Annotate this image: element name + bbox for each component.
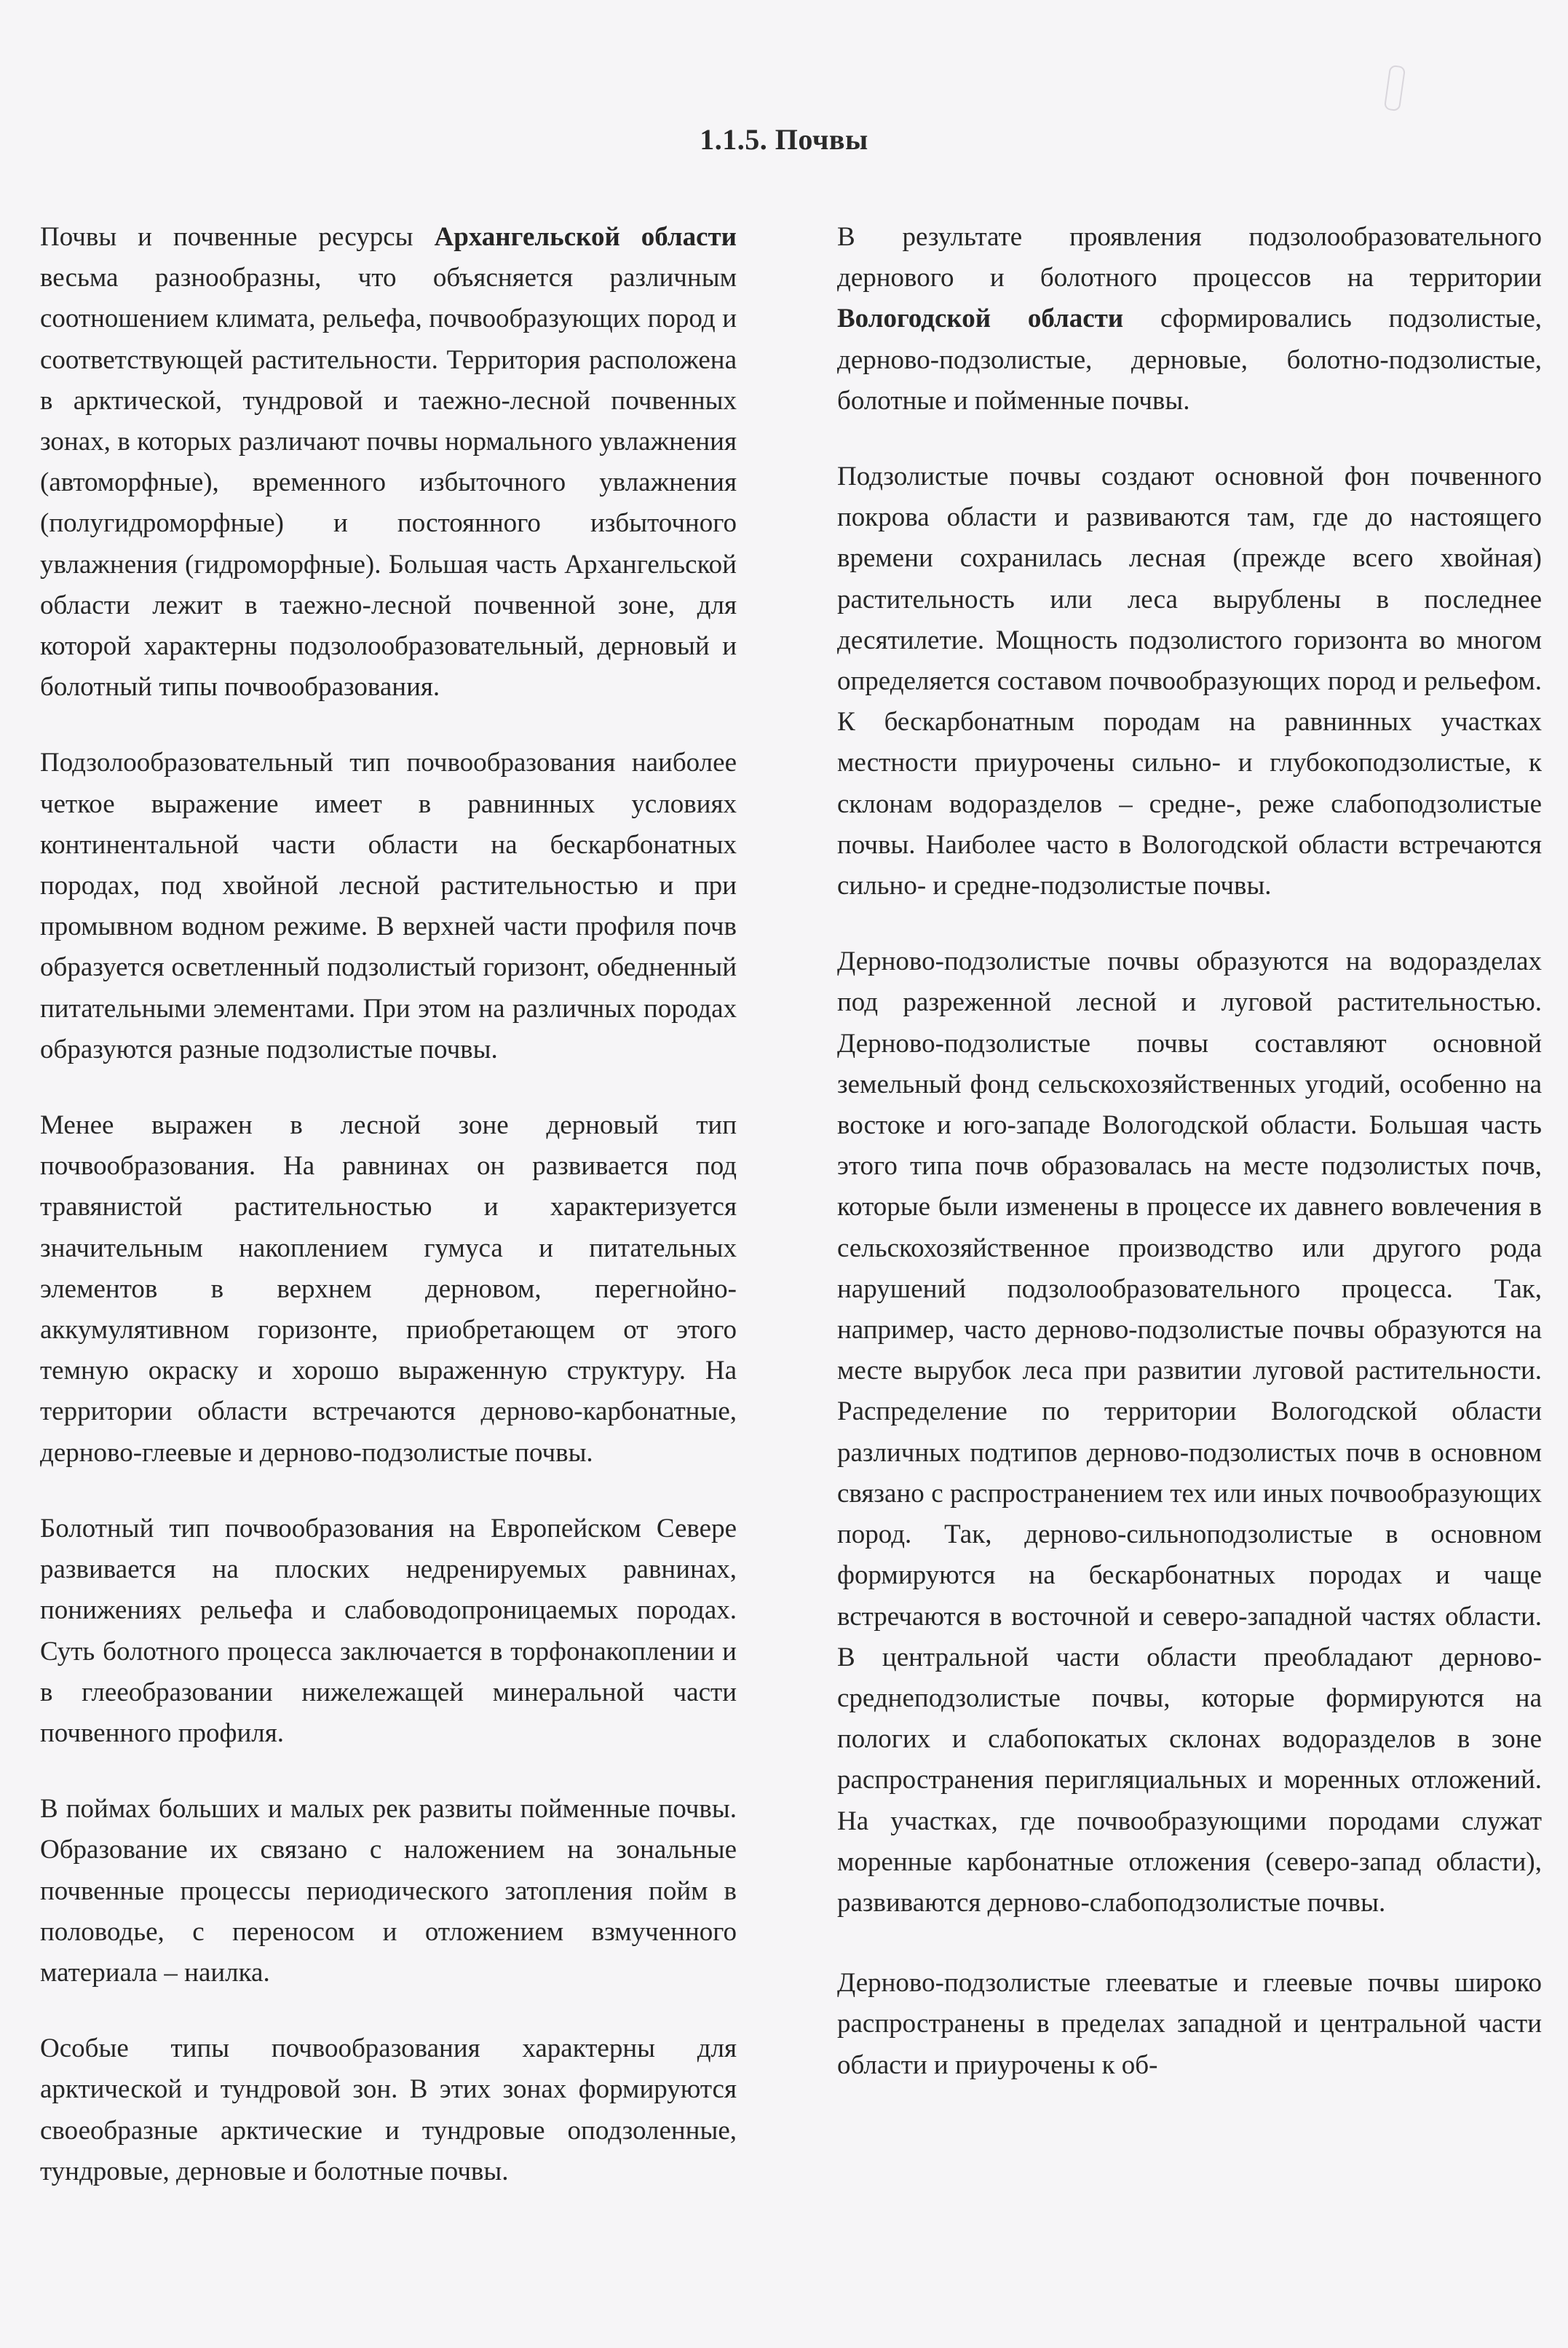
paragraph-bog-type: Болотный тип почвообразования на Европейском Севере развивается на плоских недренируемых равнинах, понижениях рельефа и слабоводопроницаемых породах. Суть болотного процесса заключается в торфонакоплении и в глееобразовании нижележащей минеральной части почвенного профиля. — [40, 1513, 737, 1748]
left-column — [40, 217, 737, 2227]
paragraph-gleyic-soils: Дерново-подзолистые глееватые и глеевые почвы широко распространены в пределах западной и центральной части области и приурочены к об- — [837, 1968, 1542, 2080]
paragraph-arctic-tundra: Особые типы почвообразования характерны для арктической и тундровой зон. В этих зонах формируются своеобразные арктические и тундровые оподзоленные, тундровые, дерновые и болотные почвы. — [40, 2033, 737, 2186]
paragraph-vologda-intro: В результате проявления подзолообразовательного дернового и болотного процессов на территории Вологодской области сформировались подзолистые, дерново-подзолистые, дерновые, болотно-подзолистые, болотные и пойменные почвы. — [837, 222, 1542, 416]
paragraph-sod-podzolic-soils: Дерново-подзолистые почвы образуются на водоразделах под разреженной лесной и луговой растительностью. Дерново-подзолистые почвы составляют основной земельный фонд сельскохозяйственных угодий, особенно на востоке и юго-западе Вологодской области. Большая часть этого типа почв образовалась на месте подзолистых почв, которые были изменены в процессе их давнего вовлечения в сельскохозяйственное производство или другого рода нарушений подзолообразовательного процесса. Так, например, часто дерново-подзолистые почвы образуются на месте вырубок леса при развитии луговой растительности. Распределение по территории Вологодской области различных подтипов дерново-подзолистых почв в основном связано с распространением тех или иных почвообразующих пород. Так, дерново-сильноподзолистые в основном формируются на бескарбонатных породах и чаще встречаются в восточной и северо-западной частях области. В центральной части области преобладают дерново-среднеподзолистые почвы, которые формируются на пологих и слабопокатых склонах водоразделов в зоне распространения перигляциальных и моренных отложений. На участках, где почвообразующими породами служат моренные карбонатные отложения (северо-запад области), развиваются дерново-слабоподзолистые почвы. — [837, 946, 1542, 1918]
pencil-mark — [1384, 65, 1406, 111]
paragraph-floodplain: В поймах больших и малых рек развиты пойменные почвы. Образование их связано с наложением на зональные почвенные процессы периодического затопления пойм в половодье, с переносом и отложением взмученного материала – наилка. — [40, 1794, 737, 1988]
right-column — [837, 217, 1542, 2121]
paragraph-sod-type: Менее выражен в лесной зоне дерновый тип почвообразования. На равнинах он развивается под травянистой растительностью и характеризуется значительным накоплением гумуса и питательных элементов в верхнем дерновом, перегнойно-аккумулятивном горизонте, приобретающем от этого темную окраску и хорошо выраженную структуру. На территории области встречаются дерново-карбонатные, дерново-глеевые и дерново-подзолистые почвы. — [40, 1110, 737, 1468]
paragraph-arkhangelsk-intro: Почвы и почвенные ресурсы Архангельской области весьма разнообразны, что объясняется различным соотношением климата, рельефа, почвообразующих пород и соответствующей растительности. Территория расположена в арктической, тундровой и таежно-лесной почвенных зонах, в которых различают почвы нормального увлажнения (автоморфные), временного избыточного увлажнения (полугидроморфные) и постоянного избыточного увлажнения (гидроморфные). Большая часть Архангельской области лежит в таежно-лесной почвенной зоне, для которой характерны подзолообразовательный, дерновый и болотный типы почвообразования. — [40, 222, 737, 703]
bold-region-name: Архангельской области — [434, 222, 737, 252]
section-heading: 1.1.5. Почвы — [700, 123, 868, 156]
paragraph-podzol-type: Подзолообразовательный тип почвообразования наиболее четкое выражение имеет в равнинных условиях континентальной части области на бескарбонатных породах, под хвойной лесной растительностью и при промывном водном режиме. В верхней части профиля почв образуется осветленный подзолистый горизонт, обедненный питательными элементами. При этом на различных породах образуются разные подзолистые почвы. — [40, 748, 737, 1064]
paragraph-podzolic-soils: Подзолистые почвы создают основной фон почвенного покрова области и развиваются там, где до настоящего времени сохранилась лесная (прежде всего хвойная) растительность или леса вырублены в последнее десятилетие. Мощность подзолистого горизонта во многом определяется составом почвообразующих пород и рельефом. К бескарбонатным породам на равнинных участках местности приурочены сильно- и глубокоподзолистые, к склонам водоразделов – средне-, реже слабоподзолистые почвы. Наиболее часто в Вологодской области встречаются сильно- и средне-подзолистые почвы. — [837, 462, 1542, 901]
bold-region-name: Вологодской области — [837, 304, 1124, 334]
